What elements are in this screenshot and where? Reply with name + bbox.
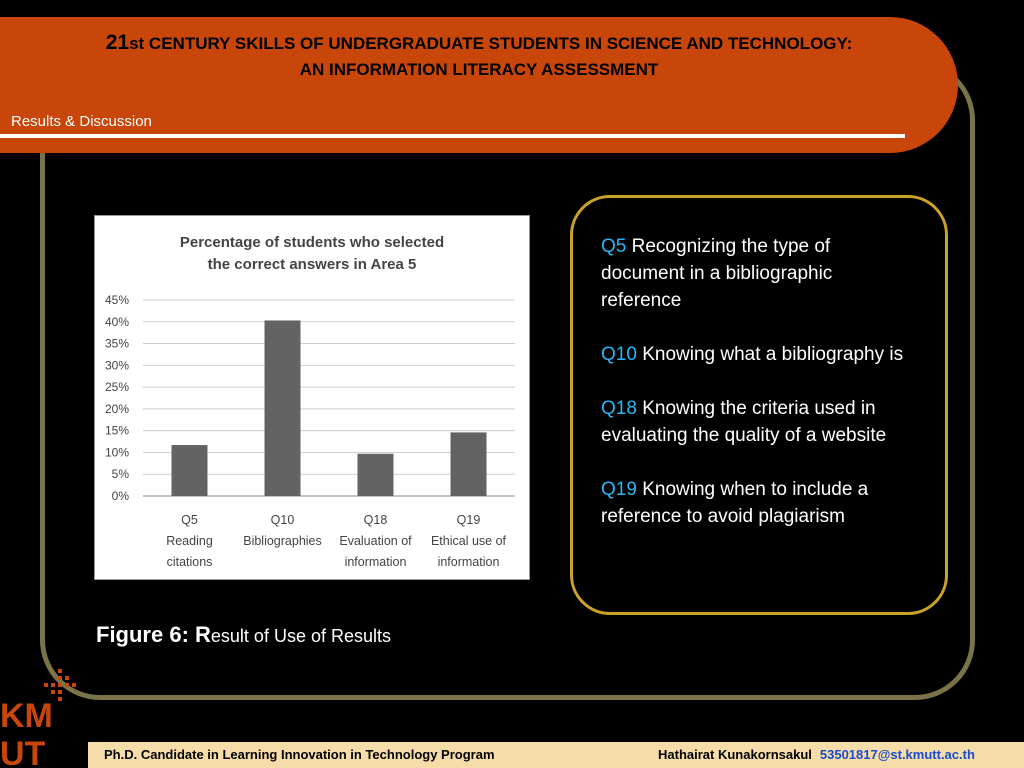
kmutt-logo xyxy=(0,665,90,768)
question-text: Knowing what a bibliography is xyxy=(642,344,904,365)
x-tick-label: Evaluation of xyxy=(339,534,412,548)
chart-svg xyxy=(95,216,529,579)
y-tick-label: 15% xyxy=(104,423,129,438)
y-tick-label: 20% xyxy=(104,401,129,416)
question-item xyxy=(601,476,917,530)
question-id: Q5 xyxy=(601,236,627,257)
y-tick-label: 25% xyxy=(104,380,129,395)
x-tick-label: information xyxy=(344,555,407,569)
x-tick-label: Reading xyxy=(166,534,213,548)
bar-q19 xyxy=(451,432,487,496)
question-id: Q19 xyxy=(601,479,637,500)
title-line2: AN INFORMATION LITERACY ASSESSMENT xyxy=(299,60,659,79)
question-id: Q10 xyxy=(601,344,637,365)
chart-title-line: the correct answers in Area 5 xyxy=(207,256,417,273)
footer-bar xyxy=(88,742,1024,768)
bar-q10 xyxy=(265,320,301,496)
x-tick-label: Bibliographies xyxy=(243,534,322,548)
x-tick-label: Q19 xyxy=(456,513,481,527)
title-line1: st CENTURY SKILLS OF UNDERGRADUATE STUDENTS IN SCIENCE AND TECHNOLOGY: xyxy=(129,34,853,53)
figure-caption xyxy=(96,622,391,648)
footer-program: Ph.D. Candidate in Learning Innovation in Technology Program xyxy=(104,747,495,762)
footer-author: Hathairat Kunakornsakul xyxy=(658,747,812,762)
bar-q18 xyxy=(358,454,394,496)
caption-rest: esult of Use of Results xyxy=(210,626,391,646)
bar-chart xyxy=(94,215,530,580)
footer-author-block xyxy=(658,742,975,768)
question-item xyxy=(601,395,917,449)
chart-title-line: Percentage of students who selected xyxy=(179,234,445,251)
question-item xyxy=(601,233,917,314)
y-tick-label: 40% xyxy=(104,314,129,329)
y-tick-label: 10% xyxy=(104,445,129,460)
y-tick-label: 35% xyxy=(104,336,129,351)
question-item xyxy=(601,341,917,368)
logo-text-top: KM xyxy=(0,697,53,735)
bar-q5 xyxy=(172,445,208,496)
x-tick-label: citations xyxy=(166,555,213,569)
x-tick-label: Ethical use of xyxy=(430,534,507,548)
y-tick-label: 30% xyxy=(104,358,129,373)
y-tick-label: 5% xyxy=(111,467,129,482)
x-tick-label: Q10 xyxy=(270,513,295,527)
y-tick-label: 45% xyxy=(104,293,129,307)
caption-bold: Figure 6: R xyxy=(96,622,211,647)
x-tick-label: information xyxy=(437,555,500,569)
logo-text-bottom: UT xyxy=(0,735,46,768)
header-underline xyxy=(0,134,905,138)
question-text: Knowing the criteria used in evaluating the quality of a website xyxy=(601,398,887,446)
question-text: Knowing when to include a reference to avoid plagiarism xyxy=(601,479,869,527)
page-title xyxy=(0,30,958,83)
footer-email[interactable]: 53501817@st.kmutt.ac.th xyxy=(819,747,975,762)
section-label: Results & Discussion xyxy=(11,113,152,130)
x-tick-label: Q18 xyxy=(363,513,388,527)
x-tick-label: Q5 xyxy=(181,513,198,527)
question-text: Recognizing the type of document in a bibliographic reference xyxy=(601,236,833,311)
title-number: 21 xyxy=(105,31,130,54)
question-id: Q18 xyxy=(601,398,637,419)
questions-box xyxy=(570,195,948,615)
y-tick-label: 0% xyxy=(111,489,129,503)
